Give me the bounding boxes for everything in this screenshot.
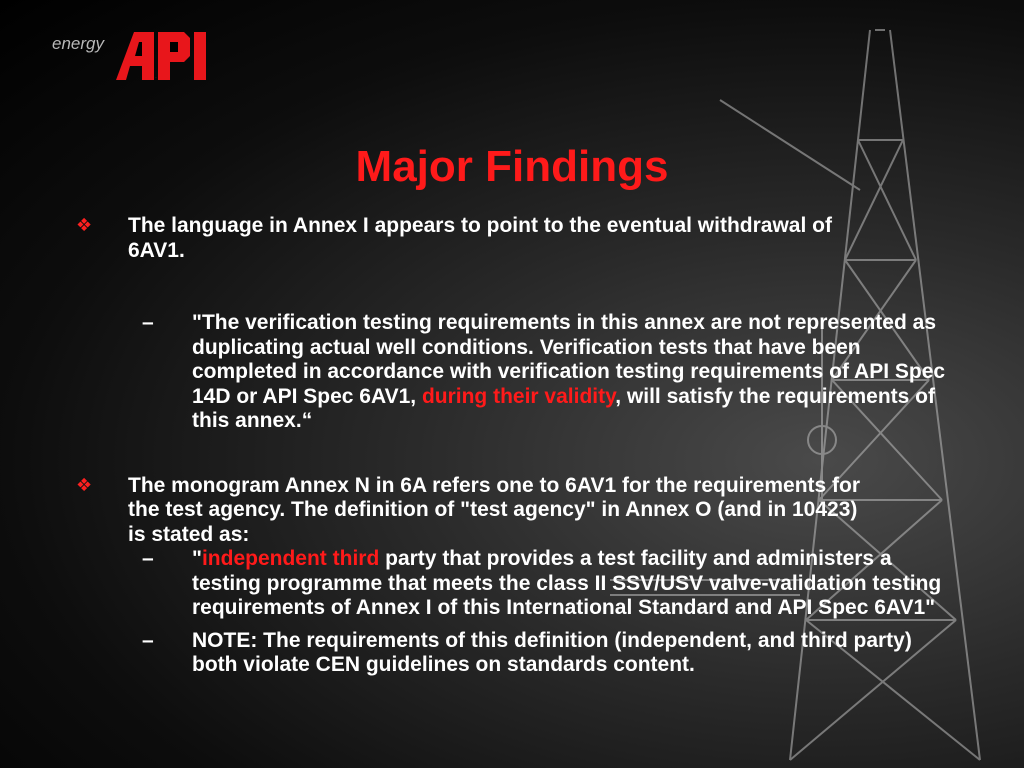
sub-bullet-item xyxy=(72,629,952,678)
diamond-bullet-icon: ❖ xyxy=(76,215,93,236)
sub-bullet-text-before: "The verification testing requirements in this annex are not represented as duplicating actual well conditions. Verification tests that have been completed in accordance with verification testing requirements of API Spec 14D or API Spec 6AV1, xyxy=(192,311,946,408)
bullet-item xyxy=(72,214,868,263)
slide-title: Major Findings xyxy=(355,142,669,191)
sub-bullet-text-before: " xyxy=(192,547,202,570)
sub-bullet-text-after: party that provides a test facility and administers a testing programme that meets the class II SSV/USV valve-validation testing requirements of Annex I of this International Standard and API Spec 6AV1" xyxy=(192,547,942,619)
bullet-text: The language in Annex I appears to point to the eventual withdrawal of 6AV1. xyxy=(128,214,832,262)
highlight-text: during their validity xyxy=(421,384,616,408)
dash-bullet-icon: – xyxy=(142,311,154,334)
sub-bullet-item xyxy=(72,311,952,434)
highlight-text: independent third xyxy=(201,547,380,570)
sub-bullet-item xyxy=(72,547,952,621)
sub-bullet-text-after: , will satisfy the requirements of this annex.“ xyxy=(192,384,935,432)
logo-tagline: energy xyxy=(52,34,104,53)
bullet-item xyxy=(72,474,868,548)
dash-bullet-icon: – xyxy=(142,547,154,570)
api-energy-logo xyxy=(52,30,212,86)
sub-bullet-text: NOTE: The requirements of this definition (independent, and third party) both violate CEN guidelines on standards content. xyxy=(192,628,912,676)
logo-brand-text: API xyxy=(155,78,157,79)
bullet-text: The monogram Annex N in 6A refers one to 6AV1 for the requirements for the test agency. The definition of "test agency" in Annex O (and in 10423) is stated as: xyxy=(128,473,861,546)
slide-content xyxy=(72,214,972,678)
diamond-bullet-icon: ❖ xyxy=(76,474,93,496)
dash-bullet-icon: – xyxy=(142,628,154,652)
api-logo-mark xyxy=(102,28,208,84)
